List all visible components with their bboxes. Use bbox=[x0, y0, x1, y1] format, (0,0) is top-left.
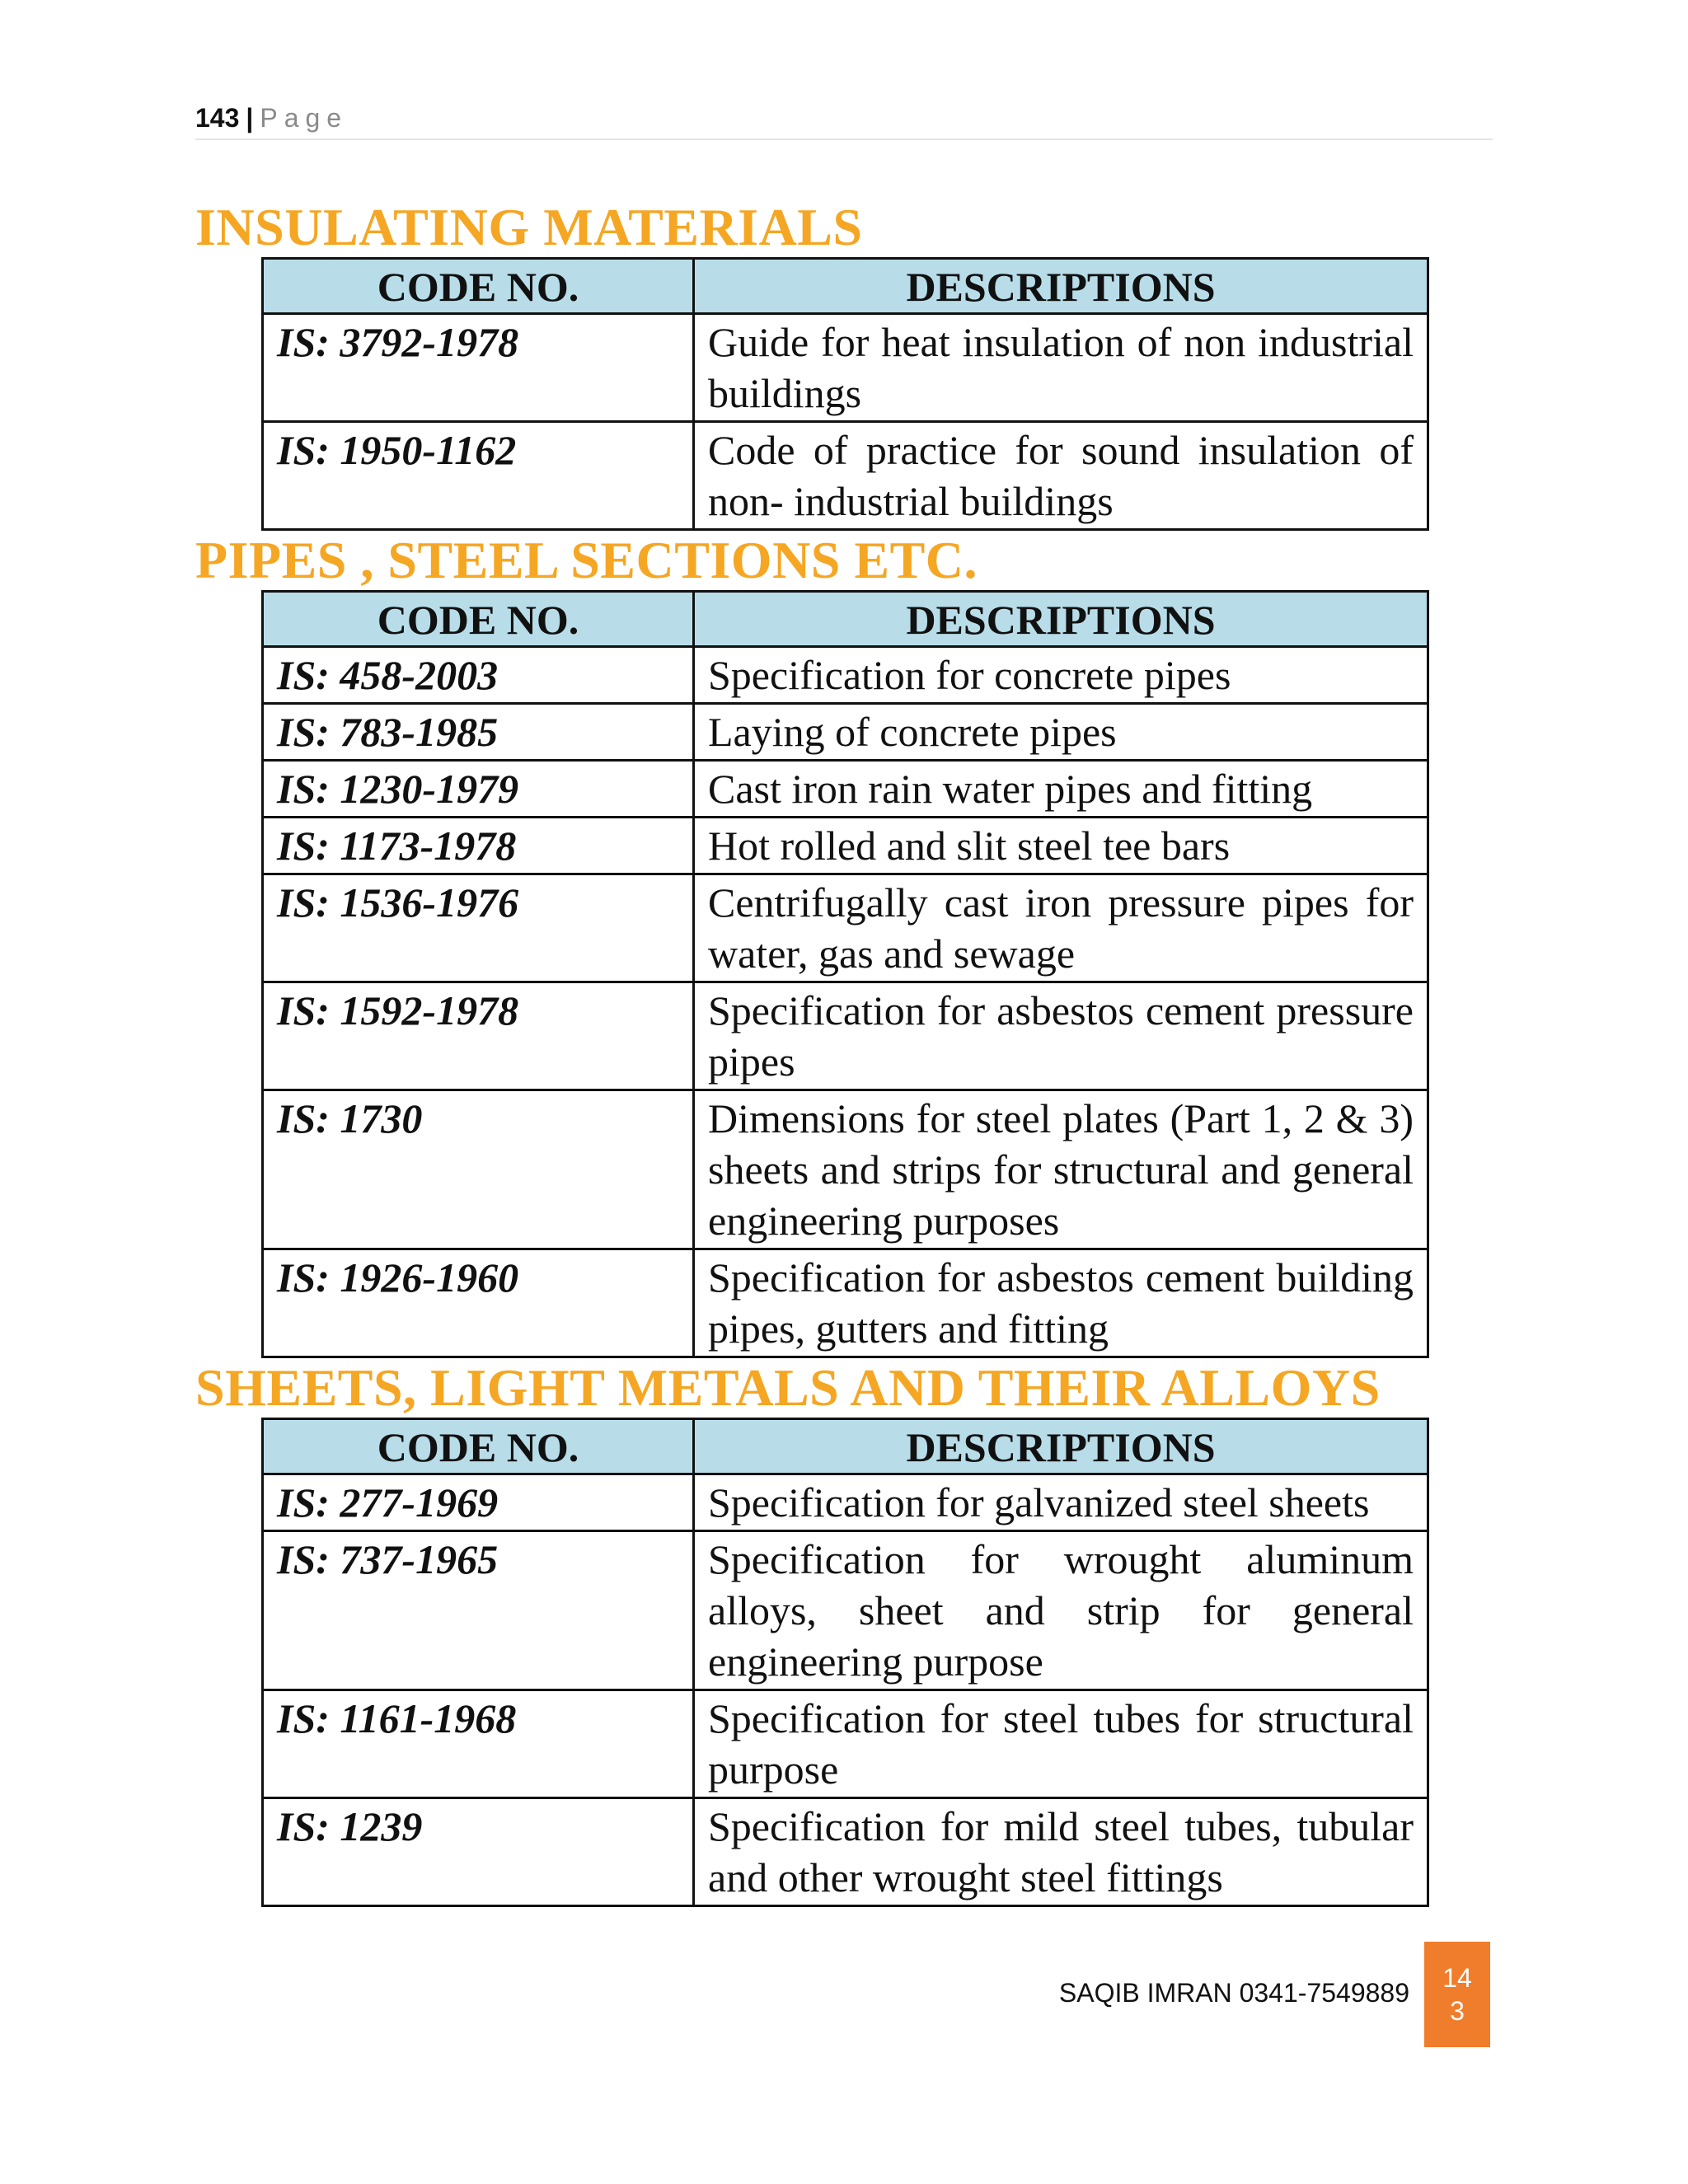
code-cell: IS: 1239 bbox=[263, 1798, 694, 1906]
table-row bbox=[263, 704, 1428, 761]
description-cell: Hot rolled and slit steel tee bars bbox=[694, 818, 1428, 874]
code-cell: IS: 1926-1960 bbox=[263, 1249, 694, 1357]
column-header-code: CODE NO. bbox=[263, 592, 694, 647]
footer-author: SAQIB IMRAN 0341-7549889 bbox=[1058, 1978, 1409, 2008]
code-cell: IS: 1173-1978 bbox=[263, 818, 694, 874]
table-row bbox=[263, 1690, 1428, 1798]
table-row bbox=[263, 761, 1428, 818]
description-cell: Specification for concrete pipes bbox=[694, 647, 1428, 704]
table-row bbox=[263, 818, 1428, 874]
section-title: PIPES , STEEL SECTIONS ETC. bbox=[195, 531, 978, 589]
code-cell: IS: 1161-1968 bbox=[263, 1690, 694, 1798]
description-cell: Specification for wrought aluminum alloys, sheet and strip for general engineering purpose bbox=[694, 1531, 1428, 1690]
description-cell: Laying of concrete pipes bbox=[694, 704, 1428, 761]
code-cell: IS: 3792-1978 bbox=[263, 314, 694, 422]
code-table bbox=[261, 590, 1429, 1358]
table-row bbox=[263, 1474, 1428, 1531]
description-cell: Specification for steel tubes for structural purpose bbox=[694, 1690, 1428, 1798]
column-header-description: DESCRIPTIONS bbox=[694, 259, 1428, 314]
description-cell: Specification for asbestos cement building pipes, gutters and fitting bbox=[694, 1249, 1428, 1357]
column-header-description: DESCRIPTIONS bbox=[694, 592, 1428, 647]
table-row bbox=[263, 1090, 1428, 1249]
description-cell: Centrifugally cast iron pressure pipes for water, gas and sewage bbox=[694, 874, 1428, 982]
table-header-row bbox=[263, 259, 1428, 314]
table-row bbox=[263, 314, 1428, 422]
code-table bbox=[261, 257, 1429, 531]
table-row bbox=[263, 1249, 1428, 1357]
page-number-box bbox=[1424, 1942, 1490, 2047]
header-separator: | bbox=[246, 103, 254, 133]
description-cell: Cast iron rain water pipes and fitting bbox=[694, 761, 1428, 818]
table-row bbox=[263, 874, 1428, 982]
code-cell: IS: 458-2003 bbox=[263, 647, 694, 704]
table-row bbox=[263, 422, 1428, 530]
code-cell: IS: 1950-1162 bbox=[263, 422, 694, 530]
table-header-row bbox=[263, 1419, 1428, 1474]
table-row bbox=[263, 647, 1428, 704]
code-cell: IS: 1730 bbox=[263, 1090, 694, 1249]
column-header-code: CODE NO. bbox=[263, 1419, 694, 1474]
table-row bbox=[263, 1531, 1428, 1690]
table-header-row bbox=[263, 592, 1428, 647]
page-header bbox=[195, 97, 1493, 140]
code-cell: IS: 1592-1978 bbox=[263, 982, 694, 1090]
description-cell: Specification for asbestos cement pressure pipes bbox=[694, 982, 1428, 1090]
code-cell: IS: 1536-1976 bbox=[263, 874, 694, 982]
description-cell: Code of practice for sound insulation of non- industrial buildings bbox=[694, 422, 1428, 530]
code-cell: IS: 737-1965 bbox=[263, 1531, 694, 1690]
code-cell: IS: 783-1985 bbox=[263, 704, 694, 761]
code-cell: IS: 277-1969 bbox=[263, 1474, 694, 1531]
page-box-line1: 14 bbox=[1442, 1963, 1472, 1993]
section-title: SHEETS, LIGHT METALS AND THEIR ALLOYS bbox=[195, 1358, 1381, 1417]
header-page-label: Page bbox=[260, 103, 349, 133]
code-table bbox=[261, 1418, 1429, 1907]
code-cell: IS: 1230-1979 bbox=[263, 761, 694, 818]
description-cell: Specification for galvanized steel sheets bbox=[694, 1474, 1428, 1531]
section-title: INSULATING MATERIALS bbox=[195, 198, 863, 256]
page-box-line2: 3 bbox=[1450, 1996, 1465, 2026]
header-page-number: 143 bbox=[195, 103, 240, 133]
table-row bbox=[263, 1798, 1428, 1906]
description-cell: Dimensions for steel plates (Part 1, 2 & 3) sheets and strips for structural and general engineering purposes bbox=[694, 1090, 1428, 1249]
column-header-code: CODE NO. bbox=[263, 259, 694, 314]
table-row bbox=[263, 982, 1428, 1090]
description-cell: Guide for heat insulation of non industrial buildings bbox=[694, 314, 1428, 422]
description-cell: Specification for mild steel tubes, tubular and other wrought steel fittings bbox=[694, 1798, 1428, 1906]
column-header-description: DESCRIPTIONS bbox=[694, 1419, 1428, 1474]
document-body bbox=[195, 198, 1493, 1907]
